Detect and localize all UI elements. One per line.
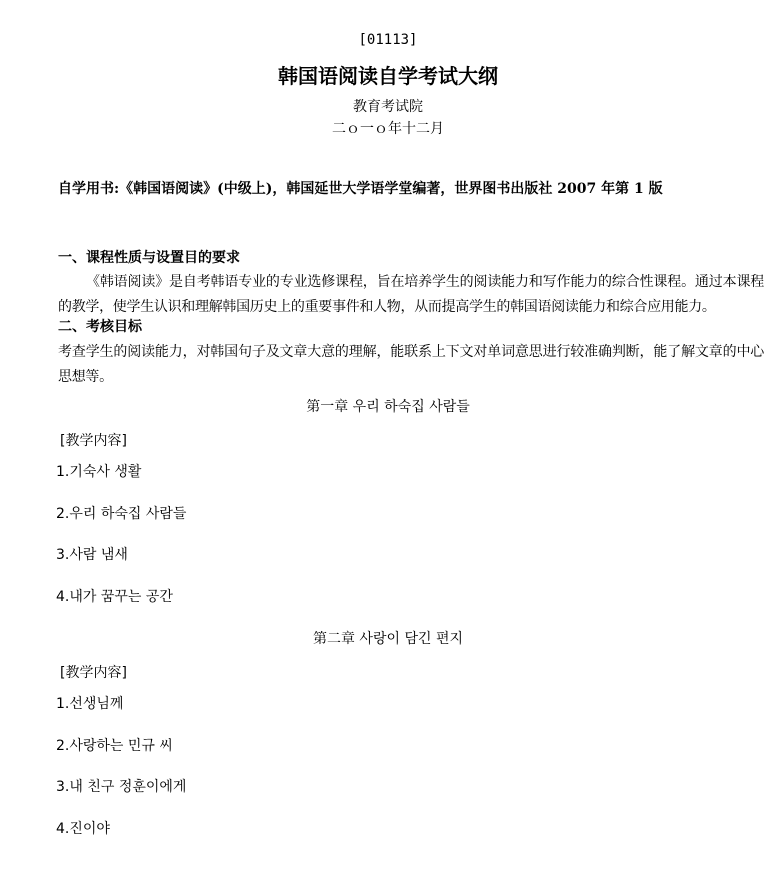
chapter-2-content-label: [教学内容] <box>60 665 127 681</box>
chapter-1-item: 3.사람 냄새 <box>56 547 128 563</box>
section-heading-assessment-goals: 二、考核目标 <box>58 319 142 335</box>
document-title: 韩国语阅读自学考试大纲 <box>278 64 498 88</box>
chapter-1-item: 1.기숙사 생활 <box>56 464 142 480</box>
chapter-2-item: 3.내 친구 정훈이에게 <box>56 779 187 795</box>
chapter-1-item: 4.내가 꿈꾸는 공간 <box>56 589 173 605</box>
chapter-2-title: 第二章 사랑이 담긴 편지 <box>312 631 464 647</box>
section-body-course-nature: 《韩语阅读》是自考韩语专业的专业选修课程，旨在培养学生的阅读能力和写作能力的综合性课程。通过本课程的教学，使学生认识和理解韩国历史上的重要事件和人物，从而提高学生的韩国语阅读能力和综合应用能力。 <box>58 274 764 315</box>
issuing-organization: 教育考试院 <box>353 99 423 115</box>
chapter-2-item: 4.진이야 <box>56 821 110 837</box>
chapter-1-content-label: [教学内容] <box>60 433 127 449</box>
issue-date: 二ｏ一ｏ年十二月 <box>332 121 444 137</box>
chapter-2-item: 1.선생님께 <box>56 696 124 712</box>
section-body-assessment-goals: 考查学生的阅读能力，对韩国句子及文章大意的理解，能联系上下文对单词意思进行较准确判断，能了解文章的中心思想等。 <box>58 344 764 385</box>
section-heading-course-nature: 一、课程性质与设置目的要求 <box>58 250 240 266</box>
chapter-1-item: 2.우리 하숙집 사람들 <box>56 506 187 522</box>
textbook-reference: 自学用书:《韩国语阅读》(中级上)，韩国延世大学语学堂编著，世界图书出版社 2007 年第 1 版 <box>58 181 663 197</box>
chapter-2-item: 2.사랑하는 민규 씨 <box>56 738 173 754</box>
chapter-1-title: 第一章 우리 하숙집 사람들 <box>306 399 470 415</box>
document-code: [01113] <box>358 32 418 48</box>
